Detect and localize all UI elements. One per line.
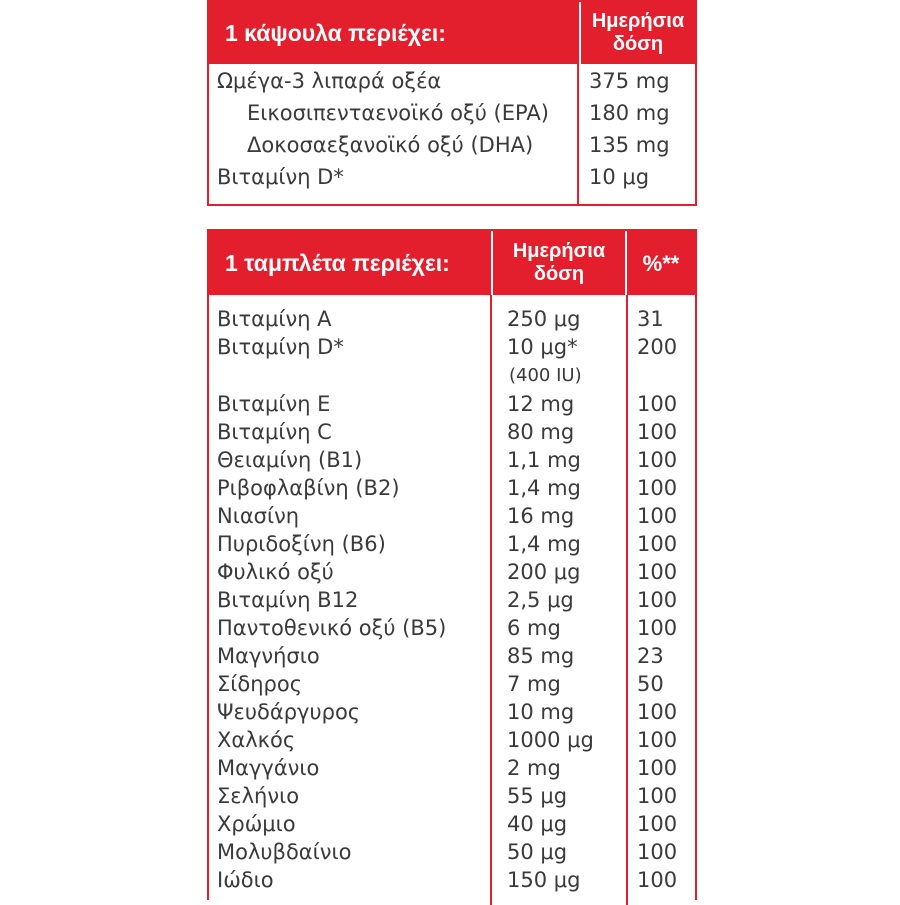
tablet-row-percent: 100 — [637, 532, 678, 556]
tablet-row-name: Φυλικό οξύ — [217, 560, 334, 584]
capsule-row-name: Εικοσιπενταενοϊκό οξύ (EPA) — [247, 101, 549, 125]
tablet-table-header-percent: %** — [627, 231, 695, 295]
tablet-row-percent: 100 — [637, 476, 678, 500]
tablet-table-header-dose — [493, 231, 625, 295]
tablet-row-name: Βιταμίνη C — [217, 420, 332, 444]
tablet-row-dose: 250 μg — [507, 307, 581, 331]
tablet-row-dose: 85 mg — [507, 644, 575, 668]
tablet-row-name: Ριβοφλαβίνη (B2) — [217, 476, 400, 500]
capsule-table-header-title: 1 κάψουλα περιέχει: — [209, 2, 579, 64]
tablet-row-percent: 100 — [637, 784, 678, 808]
tablet-row-percent: 200 — [637, 335, 678, 359]
tablet-row-name: Βιταμίνη B12 — [217, 588, 359, 612]
capsule-column-divider — [577, 64, 579, 206]
tablet-row-dose: 80 mg — [507, 420, 575, 444]
tablet-row-dose: 1,1 mg — [507, 448, 581, 472]
tablet-row-dose: 200 μg — [507, 560, 581, 584]
tablet-row-dose: 40 μg — [507, 812, 568, 836]
tablet-row-name: Ιώδιο — [217, 868, 274, 892]
tablet-row-dose: 2,5 μg — [507, 588, 574, 612]
tablet-row-name: Βιταμίνη E — [217, 392, 331, 416]
tablet-row-dose: 10 μg* — [507, 335, 578, 359]
capsule-header-dose-line2: δόση — [612, 33, 664, 55]
tablet-row-name: Βιταμίνη D* — [217, 335, 344, 359]
tablet-row-dose: 1,4 mg — [507, 532, 581, 556]
tablet-column-divider-2 — [626, 295, 628, 905]
capsule-row-name: Δοκοσαεξανοϊκό οξύ (DHA) — [247, 133, 534, 157]
tablet-row-name: Ψευδάργυρος — [217, 700, 361, 724]
tablet-row-dose: 7 mg — [507, 672, 561, 696]
tablet-header-divider-2 — [625, 231, 627, 295]
tablet-row-percent: 100 — [637, 448, 678, 472]
tablet-row-name: Θειαμίνη (B1) — [217, 448, 363, 472]
tablet-row-name: Σελήνιο — [217, 784, 300, 808]
tablet-table — [207, 229, 697, 900]
capsule-header-divider — [579, 2, 581, 64]
tablet-row-name: Μολυβδαίνιο — [217, 840, 352, 864]
tablet-row-percent: 100 — [637, 868, 678, 892]
tablet-row-dose: 1000 μg — [507, 728, 594, 752]
tablet-row-name: Νιασίνη — [217, 504, 300, 528]
tablet-row-dose: 16 mg — [507, 504, 575, 528]
tablet-row-percent: 100 — [637, 504, 678, 528]
tablet-row-percent: 100 — [637, 588, 678, 612]
tablet-row-percent: 100 — [637, 420, 678, 444]
capsule-row-dose: 135 mg — [589, 133, 670, 157]
tablet-row-dose: 55 μg — [507, 784, 568, 808]
tablet-row-percent: 100 — [637, 840, 678, 864]
capsule-row-name: Βιταμίνη D* — [217, 165, 344, 189]
capsule-row-dose: 375 mg — [589, 69, 670, 93]
tablet-row-dose: 12 mg — [507, 392, 575, 416]
tablet-row-percent: 100 — [637, 728, 678, 752]
tablet-row-percent: 100 — [637, 392, 678, 416]
tablet-header-divider-1 — [491, 231, 493, 295]
tablet-column-divider-1 — [490, 295, 492, 905]
tablet-row-name: Βιταμίνη A — [217, 307, 332, 331]
tablet-row-dose: 50 μg — [507, 840, 568, 864]
tablet-row-name: Χαλκός — [217, 728, 296, 752]
tablet-row-name: Πυριδοξίνη (B6) — [217, 532, 386, 556]
tablet-row-dose: 10 mg — [507, 700, 575, 724]
tablet-row-percent: 100 — [637, 560, 678, 584]
capsule-table-header-dose — [581, 2, 695, 64]
tablet-row-dose: 150 μg — [507, 868, 581, 892]
capsule-row-name: Ωμέγα-3 λιπαρά οξέα — [217, 69, 442, 93]
tablet-row-dose: 1,4 mg — [507, 476, 581, 500]
tablet-row-percent: 23 — [637, 644, 664, 668]
tablet-row-name: Μαγγάνιο — [217, 756, 320, 780]
tablet-row-percent: 100 — [637, 812, 678, 836]
tablet-row-percent: 31 — [637, 307, 664, 331]
tablet-table-header-title: 1 ταμπλέτα περιέχει: — [209, 231, 491, 295]
tablet-row-dose: 6 mg — [507, 616, 561, 640]
tablet-row-dose: 2 mg — [507, 756, 561, 780]
capsule-header-dose-line1: Ημερήσια — [591, 10, 685, 32]
tablet-row-percent: 100 — [637, 700, 678, 724]
tablet-row-percent: 50 — [637, 672, 664, 696]
tablet-row-percent: 100 — [637, 616, 678, 640]
tablet-row-name: Χρώμιο — [217, 812, 296, 836]
tablet-header-dose-line1: Ημερήσια — [512, 240, 606, 262]
capsule-table — [207, 0, 697, 206]
tablet-row-name: Παντοθενικό οξύ (B5) — [217, 616, 447, 640]
tablet-row-name: Μαγνήσιο — [217, 644, 320, 668]
tablet-row-dose: (400 IU) — [509, 365, 582, 386]
tablet-row-name: Σίδηρος — [217, 672, 303, 696]
tablet-row-percent: 100 — [637, 756, 678, 780]
capsule-row-dose: 180 mg — [589, 101, 670, 125]
tablet-header-dose-line2: δόση — [533, 263, 585, 285]
capsule-row-dose: 10 μg — [589, 165, 650, 189]
